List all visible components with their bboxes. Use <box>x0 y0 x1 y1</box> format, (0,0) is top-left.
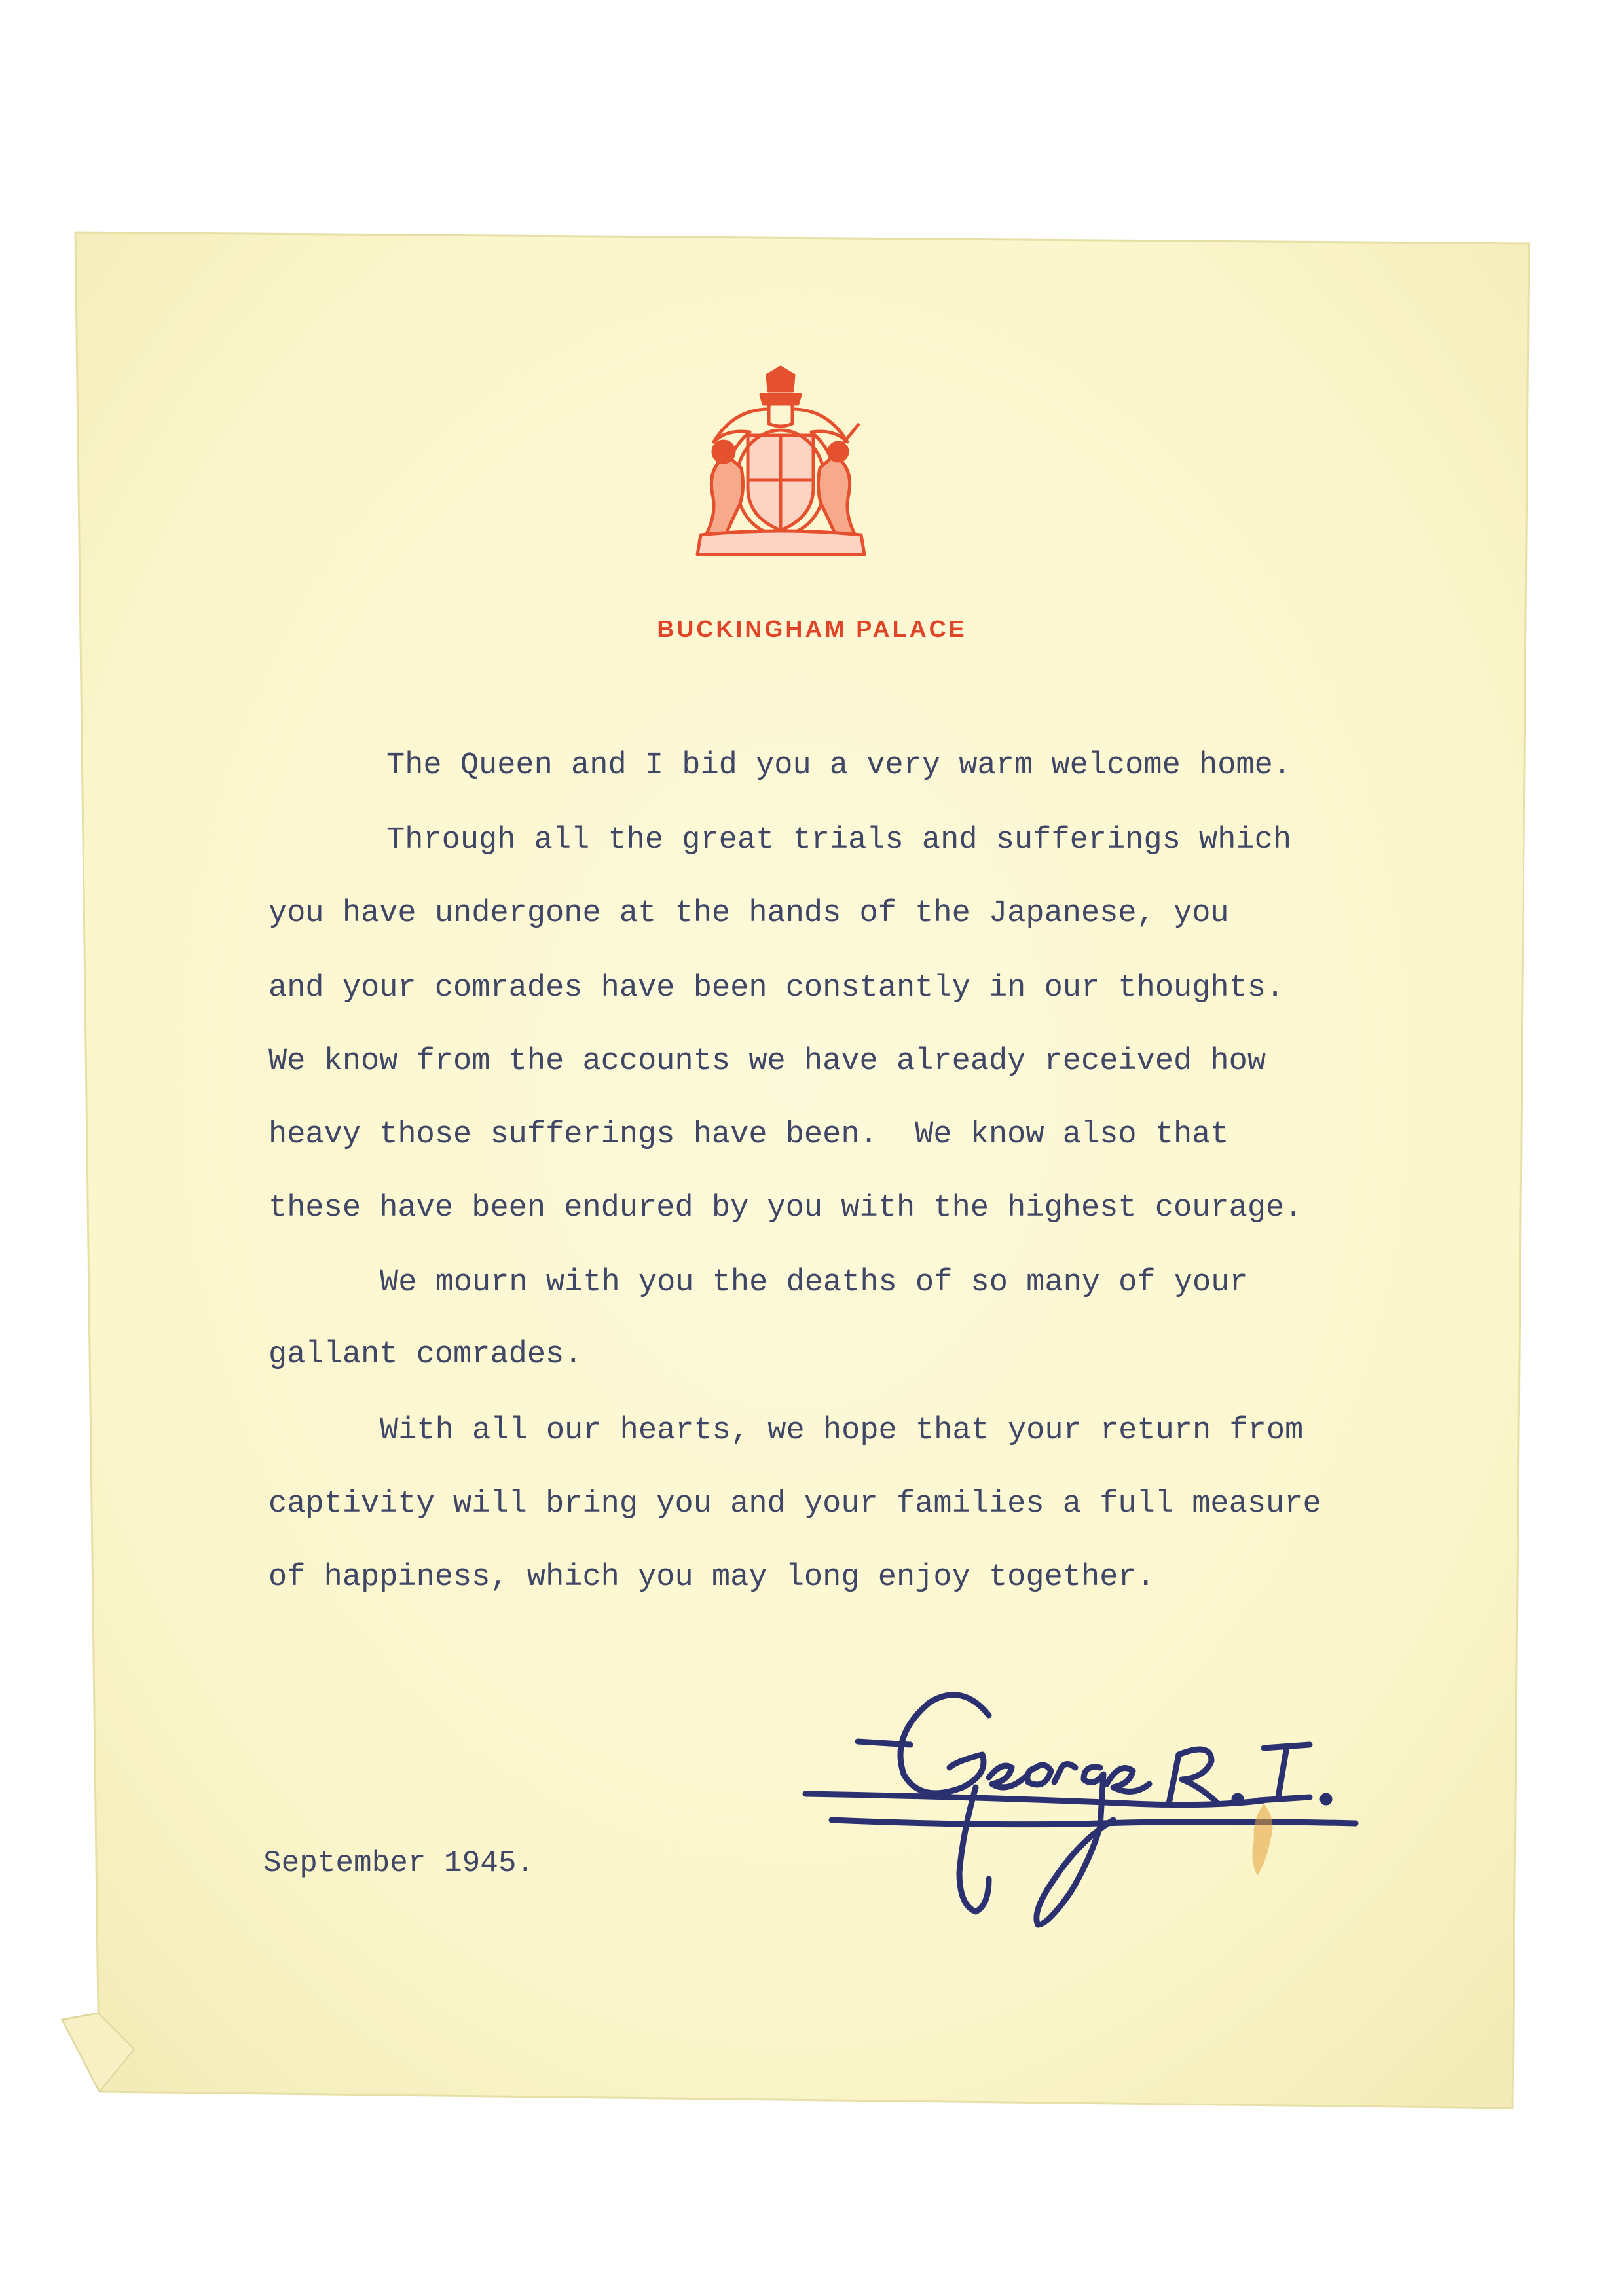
body-line-2: Through all the great trials and sufferings which <box>386 823 1292 858</box>
letter-date: September 1945. <box>263 1846 535 1880</box>
body-line-5: We know from the accounts we have already received how <box>268 1044 1266 1079</box>
body-line-9: gallant comrades. <box>268 1338 583 1372</box>
royal-coat-of-arms <box>688 363 874 560</box>
body-line-11: captivity will bring you and your families a full measure <box>268 1487 1321 1522</box>
body-line-7: these have been endured by you with the highest courage. <box>268 1191 1303 1226</box>
body-line-10: With all our hearts, we hope that your return from <box>380 1413 1304 1448</box>
body-line-4: and your comrades have been constantly in our thoughts. <box>268 971 1285 1006</box>
handwritten-signature <box>792 1663 1408 1971</box>
body-line-6: heavy those sufferings have been. We know also that <box>268 1118 1229 1152</box>
body-line-8: We mourn with you the deaths of so many of your <box>380 1266 1248 1300</box>
body-line-3: you have undergone at the hands of the Japanese, you <box>268 896 1229 931</box>
body-line-12: of happiness, which you may long enjoy together. <box>268 1560 1155 1595</box>
letterhead-address: BUCKINGHAM PALACE <box>657 615 967 642</box>
body-line-1: The Queen and I bid you a very warm welcome home. <box>386 748 1292 783</box>
paper-stain <box>1244 1800 1280 1879</box>
